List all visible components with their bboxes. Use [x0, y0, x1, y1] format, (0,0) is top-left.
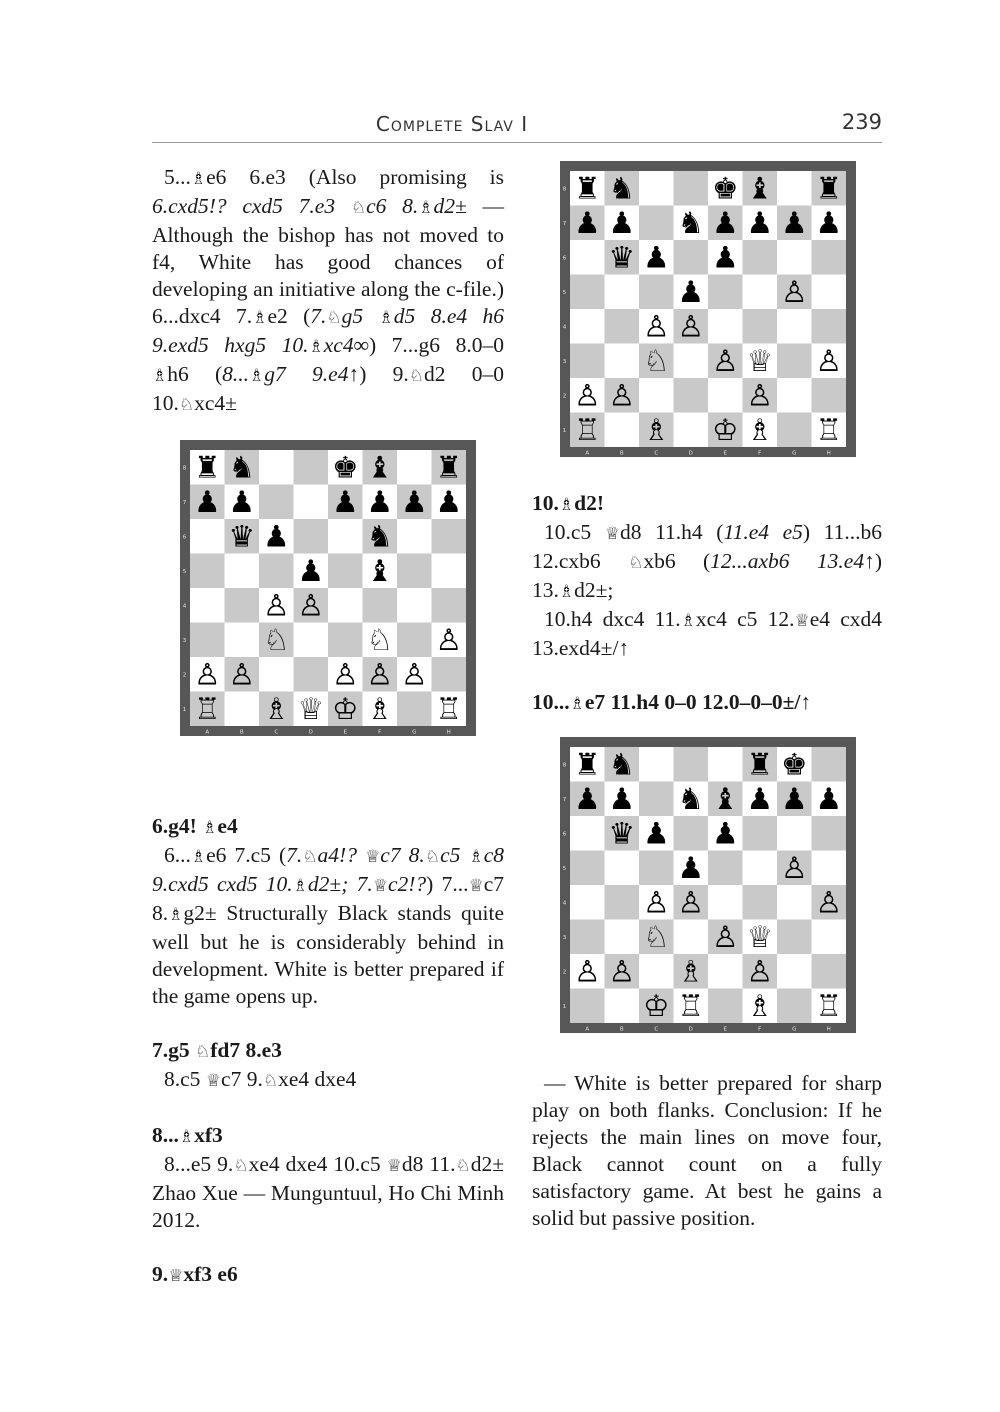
black-pawn-icon: ♟: [780, 205, 808, 241]
black-rook-icon: ♜: [193, 449, 221, 485]
file-label: A: [585, 1026, 590, 1033]
white-rook-icon: ♖: [815, 412, 843, 448]
file-label: D: [688, 450, 693, 457]
white-bishop-icon: ♗: [677, 953, 705, 989]
file-label: C: [654, 450, 659, 457]
white-bishop-icon: ♗: [262, 691, 290, 727]
black-bishop-icon: ♝: [711, 781, 739, 817]
black-pawn-icon: ♟: [400, 484, 428, 520]
white-knight-icon: ♘: [262, 622, 290, 658]
rank-label: 2: [562, 969, 567, 976]
rank-label: 5: [562, 289, 567, 296]
chess-diagram-1: [180, 440, 476, 736]
running-title: Complete Slav I: [375, 112, 529, 136]
chess-figurine-icon: ♘: [326, 308, 342, 328]
board-square: [259, 450, 294, 485]
white-pawn-icon: ♙: [642, 308, 670, 344]
board-square: [397, 450, 432, 485]
chess-figurine-icon: ♕: [372, 876, 388, 896]
chess-figurine-icon: ♘: [195, 1042, 211, 1062]
black-rook-icon: ♜: [746, 746, 774, 782]
rank-label: 8: [562, 762, 567, 769]
black-knight-icon: ♞: [228, 449, 256, 485]
board-square: [294, 657, 329, 692]
paragraph-8xf3: 8...e5 9.♘xe4 dxe4 10.c5 ♕d8 11.♘d2± Zhao Xue — Munguntuul, Ho Chi Minh 2012.: [152, 1152, 505, 1232]
chess-figurine-icon: ♗: [190, 169, 207, 189]
black-pawn-icon: ♟: [815, 205, 843, 241]
black-pawn-icon: ♟: [780, 781, 808, 817]
board-square: [225, 588, 260, 623]
white-queen-icon: ♕: [746, 919, 774, 955]
chess-figurine-icon: ♗: [190, 847, 207, 867]
black-rook-icon: ♜: [815, 170, 843, 206]
board-square: [190, 519, 225, 554]
white-pawn-icon: ♙: [228, 656, 256, 692]
black-pawn-icon: ♟: [366, 484, 394, 520]
black-queen-icon: ♛: [228, 518, 256, 554]
board-square: [432, 519, 467, 554]
board-square: [190, 554, 225, 589]
chess-figurine-icon: ♕: [365, 847, 381, 867]
rank-label: 7: [562, 796, 567, 803]
white-pawn-icon: ♙: [331, 656, 359, 692]
black-king-icon: ♚: [711, 170, 739, 206]
black-pawn-icon: ♟: [815, 781, 843, 817]
chess-figurine-icon: ♗: [558, 495, 575, 515]
black-pawn-icon: ♟: [711, 205, 739, 241]
file-label: E: [723, 450, 727, 457]
rank-label: 5: [562, 865, 567, 872]
board-square: [328, 554, 363, 589]
chess-figurine-icon: ♘: [178, 395, 195, 415]
rank-label: 4: [182, 603, 187, 610]
chess-figurine-icon: ♘: [233, 1156, 249, 1176]
rank-label: 6: [562, 255, 567, 262]
chess-figurine-icon: ♘: [408, 366, 424, 386]
file-label: H: [826, 1026, 831, 1033]
board-square: [397, 554, 432, 589]
rank-label: 8: [182, 465, 187, 472]
board-square: [190, 588, 225, 623]
black-pawn-icon: ♟: [711, 239, 739, 275]
black-king-icon: ♚: [331, 449, 359, 485]
black-pawn-icon: ♟: [228, 484, 256, 520]
white-rook-icon: ♖: [193, 691, 221, 727]
black-bishop-icon: ♝: [366, 449, 394, 485]
black-pawn-icon: ♟: [746, 205, 774, 241]
rank-label: 4: [562, 900, 567, 907]
chess-figurine-icon: ♕: [168, 1266, 184, 1286]
board-square: [294, 519, 329, 554]
black-pawn-icon: ♟: [711, 815, 739, 851]
white-pawn-icon: ♙: [608, 953, 636, 989]
white-pawn-icon: ♙: [573, 953, 601, 989]
file-label: A: [205, 729, 210, 736]
file-label: H: [826, 450, 831, 457]
white-pawn-icon: ♙: [746, 377, 774, 413]
white-knight-icon: ♘: [366, 622, 394, 658]
white-pawn-icon: ♙: [815, 343, 843, 379]
black-knight-icon: ♞: [677, 205, 705, 241]
black-bishop-icon: ♝: [746, 170, 774, 206]
white-pawn-icon: ♙: [815, 884, 843, 920]
file-label: B: [239, 729, 244, 736]
board-square: [397, 519, 432, 554]
file-label: G: [792, 1026, 797, 1033]
white-queen-icon: ♕: [746, 343, 774, 379]
chess-figurine-icon: ♗: [292, 876, 308, 896]
black-pawn-icon: ♟: [746, 781, 774, 817]
board-square: [432, 657, 467, 692]
file-label: C: [274, 729, 279, 736]
white-bishop-icon: ♗: [746, 412, 774, 448]
black-bishop-icon: ♝: [366, 553, 394, 589]
white-bishop-icon: ♗: [746, 988, 774, 1024]
file-label: G: [792, 450, 797, 457]
right-column: [532, 160, 882, 1232]
rank-label: 4: [562, 324, 567, 331]
white-bishop-icon: ♗: [366, 691, 394, 727]
rank-label: 6: [182, 534, 187, 541]
rank-label: 1: [562, 1003, 567, 1010]
chess-figurine-icon: ♗: [569, 694, 585, 714]
board-square: [294, 450, 329, 485]
file-label: B: [619, 1026, 624, 1033]
white-pawn-icon: ♙: [400, 656, 428, 692]
chess-figurine-icon: ♘: [628, 553, 644, 573]
move-heading-10bd2: 10.♗d2!: [532, 491, 604, 515]
rank-label: 8: [562, 186, 567, 193]
chess-figurine-icon: ♗: [152, 366, 168, 386]
white-rook-icon: ♖: [677, 988, 705, 1024]
black-pawn-icon: ♟: [642, 239, 670, 275]
rank-label: 5: [182, 568, 187, 575]
rank-label: 1: [182, 706, 187, 713]
chess-figurine-icon: ♘: [424, 847, 441, 867]
chess-figurine-icon: ♗: [202, 818, 218, 838]
white-rook-icon: ♖: [815, 988, 843, 1024]
black-king-icon: ♚: [780, 746, 808, 782]
file-label: A: [585, 450, 590, 457]
board-square: [259, 554, 294, 589]
file-label: E: [723, 1026, 727, 1033]
move-heading-8xf3: 8...♗xf3: [152, 1123, 223, 1147]
paragraph-7g5: 8.c5 ♕c7 9.♘xe4 dxe4: [164, 1067, 357, 1091]
black-queen-icon: ♛: [608, 239, 636, 275]
move-heading-7g5: 7.g5 ♘fd7 8.e3: [152, 1038, 282, 1062]
chess-figurine-icon: ♗: [558, 582, 575, 602]
board-square: [397, 692, 432, 727]
chess-figurine-icon: ♗: [308, 337, 324, 357]
black-pawn-icon: ♟: [193, 484, 221, 520]
chess-figurine-icon: ♕: [386, 1156, 402, 1176]
white-rook-icon: ♖: [435, 691, 463, 727]
white-king-icon: ♔: [711, 412, 739, 448]
white-pawn-icon: ♙: [711, 343, 739, 379]
chess-figurine-icon: ♘: [350, 198, 367, 218]
move-heading-10be7: 10...♗e7 11.h4 0–0 12.0–0–0±/↑: [532, 690, 812, 714]
file-label: D: [688, 1026, 693, 1033]
board-square: [259, 657, 294, 692]
chess-figurine-icon: ♗: [252, 308, 268, 328]
board-square: [328, 588, 363, 623]
rank-label: 2: [562, 393, 567, 400]
chess-figurine-icon: ♗: [418, 198, 434, 218]
black-pawn-icon: ♟: [573, 205, 601, 241]
paragraph-6g4: 6...♗e6 7.c5 (7.♘a4!? ♕c7 8.♘c5 ♗c8 9.cxd5 cxd5 10.♗d2±; 7.♕c2!?) 7...♕c7 8.♗g2± Structurally Black stands quite well but he is considerably behind in development. White is better prepared if the game opens up.: [152, 843, 504, 1008]
rank-label: 6: [562, 831, 567, 838]
rank-label: 1: [562, 427, 567, 434]
chess-figurine-icon: ♗: [249, 366, 265, 386]
white-pawn-icon: ♙: [677, 884, 705, 920]
chess-figurine-icon: ♗: [468, 847, 484, 867]
rank-label: 7: [182, 499, 187, 506]
rank-label: 2: [182, 672, 187, 679]
white-king-icon: ♔: [331, 691, 359, 727]
black-pawn-icon: ♟: [435, 484, 463, 520]
rank-label: 3: [562, 358, 567, 365]
file-label: F: [378, 729, 382, 736]
board-square: [259, 485, 294, 520]
chess-figurine-icon: ♕: [468, 876, 484, 896]
running-header: [152, 110, 882, 143]
white-pawn-icon: ♙: [746, 953, 774, 989]
board-square: [225, 692, 260, 727]
paragraph-10bd2-a: 10.c5 ♕d8 11.h4 (11.e4 e5) 11...b6 12.cxb6 ♘xb6 (12...axb6 13.e4↑) 13.♗d2±;: [532, 520, 882, 602]
white-knight-icon: ♘: [642, 919, 670, 955]
paragraph-conclusion: — White is better prepared for sharp play on both flanks. Conclusion: If he rejects the main lines on move four, Black cannot count on a fully satisfactory game. At best he gains a solid but passive position.: [532, 1071, 882, 1230]
move-heading-9qxf3: 9.♕xf3 e6: [152, 1262, 238, 1286]
black-rook-icon: ♜: [573, 170, 601, 206]
file-label: F: [758, 450, 762, 457]
white-queen-icon: ♕: [297, 691, 325, 727]
paragraph-intro: 5...♗e6 6.e3 (Also promising is 6.cxd5!? cxd5 7.e3 ♘c6 8.♗d2± — Although the bishop has not moved to f4, White has good chances of developing an initiative along the c-file.) 6...dxc4 7.♗e2 (7.♘g5 ♗d5 8.e4 h6 9.exd5 hxg5 10.♗xc4∞) 7...g6 8.0–0 ♗h6 (8...♗g7 9.e4↑) 9.♘d2 0–0 10.♘xc4±: [152, 165, 505, 415]
board-square: [328, 519, 363, 554]
black-pawn-icon: ♟: [297, 553, 325, 589]
board-square: [294, 623, 329, 658]
chess-figurine-icon: ♗: [680, 611, 696, 631]
file-label: G: [412, 729, 417, 736]
board-square: [363, 588, 398, 623]
file-label: D: [308, 729, 313, 736]
black-queen-icon: ♛: [608, 815, 636, 851]
file-label: F: [758, 1026, 762, 1033]
black-pawn-icon: ♟: [677, 274, 705, 310]
chess-figurine-icon: ♕: [604, 524, 621, 544]
chess-figurine-icon: ♗: [168, 905, 184, 925]
board-square: [432, 554, 467, 589]
black-pawn-icon: ♟: [608, 205, 636, 241]
black-rook-icon: ♜: [435, 449, 463, 485]
board-square: [225, 623, 260, 658]
white-pawn-icon: ♙: [573, 377, 601, 413]
white-pawn-icon: ♙: [780, 274, 808, 310]
white-knight-icon: ♘: [642, 343, 670, 379]
black-knight-icon: ♞: [608, 170, 636, 206]
black-knight-icon: ♞: [366, 518, 394, 554]
black-knight-icon: ♞: [608, 746, 636, 782]
white-pawn-icon: ♙: [608, 377, 636, 413]
black-pawn-icon: ♟: [573, 781, 601, 817]
chess-figurine-icon: ♗: [178, 1127, 195, 1147]
white-pawn-icon: ♙: [262, 587, 290, 623]
white-pawn-icon: ♙: [711, 919, 739, 955]
chess-figurine-icon: ♗: [378, 308, 394, 328]
file-label: B: [619, 450, 624, 457]
white-bishop-icon: ♗: [642, 412, 670, 448]
board-square: [225, 554, 260, 589]
chess-figurine-icon: ♘: [262, 1071, 279, 1091]
black-knight-icon: ♞: [677, 781, 705, 817]
board-square: [397, 623, 432, 658]
board-square: [294, 485, 329, 520]
black-pawn-icon: ♟: [331, 484, 359, 520]
page-number: 239: [841, 110, 882, 134]
white-pawn-icon: ♙: [297, 587, 325, 623]
black-rook-icon: ♜: [573, 746, 601, 782]
white-pawn-icon: ♙: [366, 656, 394, 692]
chess-figurine-icon: ♕: [794, 611, 810, 631]
white-pawn-icon: ♙: [677, 308, 705, 344]
white-pawn-icon: ♙: [193, 656, 221, 692]
white-pawn-icon: ♙: [780, 850, 808, 886]
white-pawn-icon: ♙: [435, 622, 463, 658]
board-square: [328, 623, 363, 658]
rank-label: 3: [562, 934, 567, 941]
chess-figurine-icon: ♘: [302, 847, 318, 867]
file-label: C: [654, 1026, 659, 1033]
board-square: [190, 623, 225, 658]
white-rook-icon: ♖: [573, 412, 601, 448]
move-heading-6g4: 6.g4! ♗e4: [152, 814, 238, 838]
black-pawn-icon: ♟: [608, 781, 636, 817]
file-label: H: [446, 729, 451, 736]
board-square: [432, 588, 467, 623]
black-pawn-icon: ♟: [642, 815, 670, 851]
paragraph-10bd2-b: 10.h4 dxc4 11.♗xc4 c5 12.♕e4 cxd4 13.exd4±/↑: [532, 607, 882, 660]
chess-figurine-icon: ♕: [205, 1071, 222, 1091]
chess-figurine-icon: ♘: [455, 1156, 471, 1176]
board-square: [397, 588, 432, 623]
black-pawn-icon: ♟: [677, 850, 705, 886]
white-pawn-icon: ♙: [642, 884, 670, 920]
rank-label: 7: [562, 220, 567, 227]
file-label: E: [343, 729, 347, 736]
black-pawn-icon: ♟: [262, 518, 290, 554]
rank-label: 3: [182, 637, 187, 644]
white-king-icon: ♔: [642, 988, 670, 1024]
